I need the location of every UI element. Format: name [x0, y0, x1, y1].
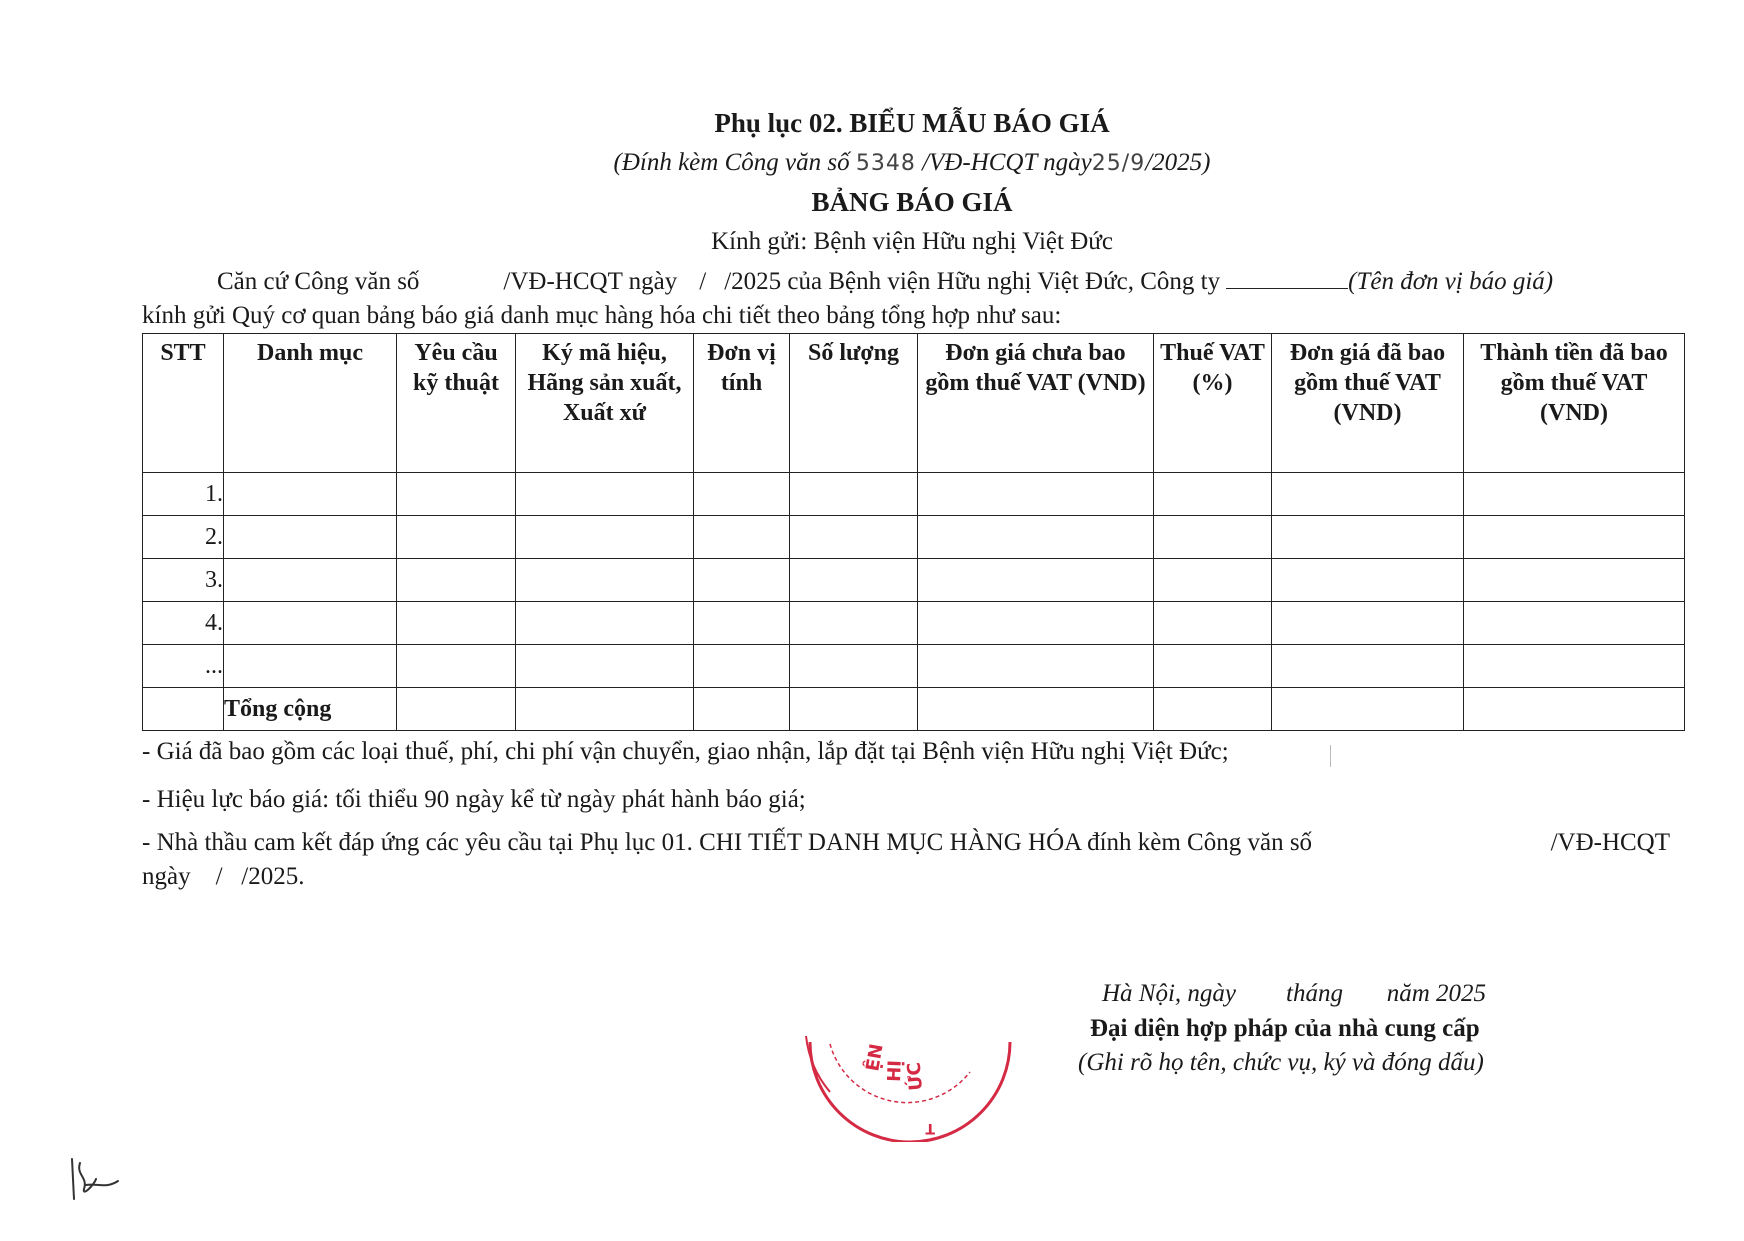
- table-cell[interactable]: [516, 688, 694, 731]
- header-unit-price-excl-vat: Đơn giá chưa bao gồm thuế VAT (VND): [918, 334, 1154, 473]
- table-cell[interactable]: [224, 473, 397, 516]
- subtitle-prefix: (Đính kèm Công văn số: [613, 149, 856, 176]
- subtitle-suffix: /2025): [1145, 149, 1211, 176]
- initials-scribble: [66, 1155, 126, 1205]
- table-cell[interactable]: [1154, 645, 1272, 688]
- row-number: 2.: [143, 516, 224, 559]
- handwritten-document-number: 5348: [855, 151, 916, 176]
- note-commitment-text: - Nhà thầu cam kết đáp ứng các yêu cầu tại Phụ lục 01. CHI TIẾT DANH MỤC HÀNG HÓA đính kèm Công văn số: [142, 829, 1313, 856]
- signature-date-line: Hà Nội, ngày tháng năm 2025: [1102, 980, 1487, 1007]
- quote-table: [142, 333, 1685, 731]
- table-cell[interactable]: [1272, 516, 1464, 559]
- appendix-title: Phụ lục 02. BIỂU MẪU BÁO GIÁ: [714, 108, 1110, 138]
- table-cell[interactable]: [790, 645, 918, 688]
- svg-text:ỨC: ỨC: [903, 1061, 927, 1092]
- table-cell[interactable]: [694, 559, 790, 602]
- table-cell[interactable]: [397, 602, 516, 645]
- table-cell[interactable]: [1154, 473, 1272, 516]
- table-cell[interactable]: [397, 688, 516, 731]
- intro-part-2: /VĐ-HCQT ngày: [503, 268, 678, 295]
- table-cell[interactable]: [694, 516, 790, 559]
- quote-heading: BẢNG BÁO GIÁ: [811, 187, 1013, 217]
- signature-title: Đại diện hợp pháp của nhà cung cấp: [1090, 1015, 1480, 1042]
- table-cell[interactable]: [1154, 688, 1272, 731]
- table-cell[interactable]: [397, 645, 516, 688]
- attachment-reference: [0, 149, 1744, 177]
- intro-part-3: /: [699, 268, 707, 295]
- note-validity: - Hiệu lực báo giá: tối thiểu 90 ngày kể từ ngày phát hành báo giá;: [142, 786, 806, 813]
- row-number: 1.: [143, 473, 224, 516]
- table-row: [143, 559, 1685, 602]
- table-row: [143, 516, 1685, 559]
- table-cell[interactable]: [918, 559, 1154, 602]
- svg-text:T: T: [925, 1120, 935, 1136]
- note-commitment: [142, 829, 1670, 857]
- table-cell[interactable]: [1464, 559, 1685, 602]
- header-unit-price-incl-vat: Đơn giá đã bao gồm thuế VAT (VND): [1272, 334, 1464, 473]
- table-cell[interactable]: [1272, 559, 1464, 602]
- row-number: 4.: [143, 602, 224, 645]
- handwritten-date: 25/9: [1091, 151, 1146, 176]
- row-number: ...: [143, 645, 224, 688]
- table-cell[interactable]: [1464, 645, 1685, 688]
- table-cell[interactable]: [918, 645, 1154, 688]
- table-cell[interactable]: [1464, 688, 1685, 731]
- intro-part-1: Căn cứ Công văn số: [217, 268, 420, 295]
- table-cell[interactable]: [790, 516, 918, 559]
- svg-text:HỊ: HỊ: [884, 1059, 906, 1083]
- header-vat-rate: Thuế VAT (%): [1154, 334, 1272, 473]
- table-cell: [143, 688, 224, 731]
- table-cell[interactable]: [1154, 602, 1272, 645]
- signature-instruction: (Ghi rõ họ tên, chức vụ, ký và đóng dấu): [1078, 1049, 1484, 1076]
- table-cell[interactable]: [397, 516, 516, 559]
- header-category: Danh mục: [224, 334, 397, 473]
- row-number: 3.: [143, 559, 224, 602]
- table-cell[interactable]: [1464, 602, 1685, 645]
- table-cell[interactable]: [1464, 516, 1685, 559]
- header-unit: Đơn vị tính: [694, 334, 790, 473]
- table-cell[interactable]: [1154, 516, 1272, 559]
- table-cell[interactable]: [918, 516, 1154, 559]
- table-cell[interactable]: [224, 645, 397, 688]
- table-cell[interactable]: [790, 602, 918, 645]
- scan-mark: [1330, 745, 1335, 767]
- table-cell[interactable]: [694, 602, 790, 645]
- table-cell[interactable]: [1272, 602, 1464, 645]
- intro-paragraph: [142, 265, 1672, 333]
- header-model-manufacturer-origin: Ký mã hiệu, Hãng sản xuất, Xuất xứ: [516, 334, 694, 473]
- table-cell[interactable]: [694, 645, 790, 688]
- note-commitment-date: ngày / /2025.: [142, 863, 305, 890]
- table-cell[interactable]: [397, 559, 516, 602]
- intro-line-1: [142, 265, 1672, 299]
- table-cell[interactable]: [516, 645, 694, 688]
- note-commitment-reference: /VĐ-HCQT: [1550, 829, 1670, 856]
- table-cell[interactable]: [1272, 645, 1464, 688]
- intro-part-5: (Tên đơn vị báo giá): [1348, 268, 1554, 295]
- total-row: [143, 688, 1685, 731]
- table-cell[interactable]: [516, 559, 694, 602]
- table-row: [143, 473, 1685, 516]
- table-cell[interactable]: [790, 688, 918, 731]
- table-row: [143, 602, 1685, 645]
- table-cell[interactable]: [918, 688, 1154, 731]
- table-cell[interactable]: [224, 516, 397, 559]
- intro-part-4: /2025 của Bệnh viện Hữu nghị Việt Đức, Công ty: [724, 268, 1221, 295]
- table-cell[interactable]: [1464, 473, 1685, 516]
- table-cell[interactable]: [918, 473, 1154, 516]
- table-cell[interactable]: [790, 559, 918, 602]
- table-cell[interactable]: [694, 473, 790, 516]
- table-cell[interactable]: [224, 559, 397, 602]
- table-cell[interactable]: [1154, 559, 1272, 602]
- table-header-row: [143, 334, 1685, 473]
- company-name-blank[interactable]: [1226, 268, 1348, 289]
- total-label: Tổng cộng: [224, 688, 397, 731]
- header-stt: STT: [143, 334, 224, 473]
- table-cell[interactable]: [1272, 473, 1464, 516]
- svg-text:ỆN: ỆN: [862, 1042, 888, 1073]
- table-cell[interactable]: [790, 473, 918, 516]
- table-row: [143, 645, 1685, 688]
- header-technical-requirements: Yêu cầu kỹ thuật: [397, 334, 516, 473]
- table-cell[interactable]: [516, 516, 694, 559]
- table-cell[interactable]: [516, 473, 694, 516]
- table-cell[interactable]: [918, 602, 1154, 645]
- header-quantity: Số lượng: [790, 334, 918, 473]
- subtitle-mid: /VĐ-HCQT ngày: [915, 149, 1092, 176]
- note-prices-include: - Giá đã bao gồm các loại thuế, phí, chi phí vận chuyển, giao nhận, lắp đặt tại Bệnh viện Hữu nghị Việt Đức;: [142, 738, 1229, 765]
- addressee: Kính gửi: Bệnh viện Hữu nghị Việt Đức: [711, 228, 1113, 255]
- header-amount-incl-vat: Thành tiền đã bao gồm thuế VAT (VND): [1464, 334, 1685, 473]
- table-cell[interactable]: [224, 602, 397, 645]
- intro-line-2: kính gửi Quý cơ quan bảng báo giá danh mục hàng hóa chi tiết theo bảng tổng hợp như sau:: [142, 302, 1062, 329]
- table-cell[interactable]: [1272, 688, 1464, 731]
- partial-red-stamp: [800, 1032, 1020, 1142]
- table-cell[interactable]: [694, 688, 790, 731]
- table-cell[interactable]: [516, 602, 694, 645]
- table-cell[interactable]: [397, 473, 516, 516]
